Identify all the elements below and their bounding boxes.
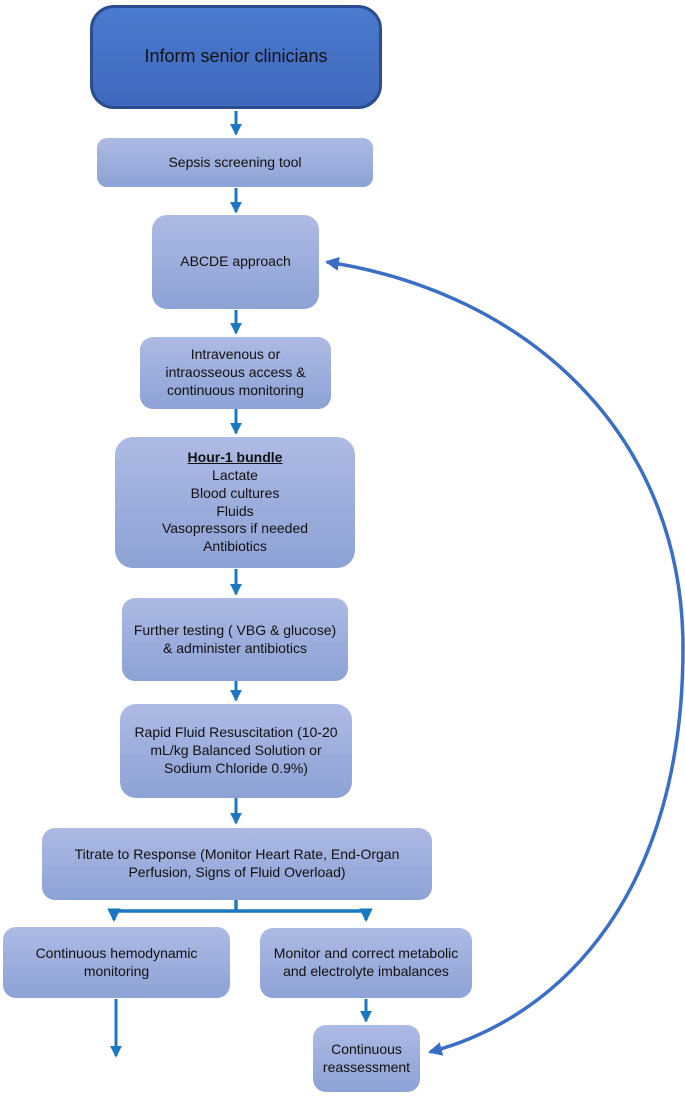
node-rapid-fluid-resuscitation — [120, 704, 352, 798]
node-label: Further testing ( VBG & glucose) & administer antibiotics — [133, 621, 337, 656]
node-label: Monitor and correct metabolic and electrolyte imbalances — [273, 945, 459, 979]
branch-connector — [112, 899, 367, 920]
node-further-testing — [122, 598, 348, 681]
bundle-item: Lactate — [212, 466, 258, 483]
node-label: Titrate to Response (Monitor Heart Rate, End-Organ Perfusion, Signs of Fluid Overload) — [74, 846, 400, 880]
node-label: Rapid Fluid Resuscitation (10-20 mL/kg Balanced Solution or Sodium Chloride 0.9%) — [134, 724, 338, 776]
node-label: Intravenous or intraosseous access & continuous monitoring — [165, 346, 306, 398]
node-iv-io-access — [140, 337, 331, 409]
node-label: Sepsis screening tool — [168, 153, 302, 170]
node-sepsis-screening-tool — [97, 138, 373, 187]
bundle-item: Blood cultures — [190, 484, 280, 501]
node-continuous-hemodynamic-monitoring — [3, 927, 230, 998]
node-hour-1-bundle — [115, 437, 355, 568]
node-label: ABCDE approach — [180, 253, 291, 270]
node-monitor-correct-imbalances — [260, 928, 472, 998]
node-label: Inform senior clinicians — [144, 46, 328, 67]
node-inform-senior-clinicians — [90, 5, 382, 109]
bundle-content — [125, 449, 345, 556]
node-abcde-approach — [152, 215, 319, 309]
bundle-item: Antibiotics — [203, 538, 267, 555]
bundle-title: Hour-1 bundle — [187, 448, 283, 465]
node-label: Continuous hemodynamic monitoring — [35, 944, 198, 979]
bundle-item: Fluids — [216, 502, 254, 519]
node-continuous-reassessment — [313, 1025, 420, 1092]
bundle-item: Vasopressors if needed — [161, 520, 309, 537]
node-titrate-to-response — [42, 828, 432, 900]
node-label: Continuous reassessment — [322, 1040, 411, 1075]
